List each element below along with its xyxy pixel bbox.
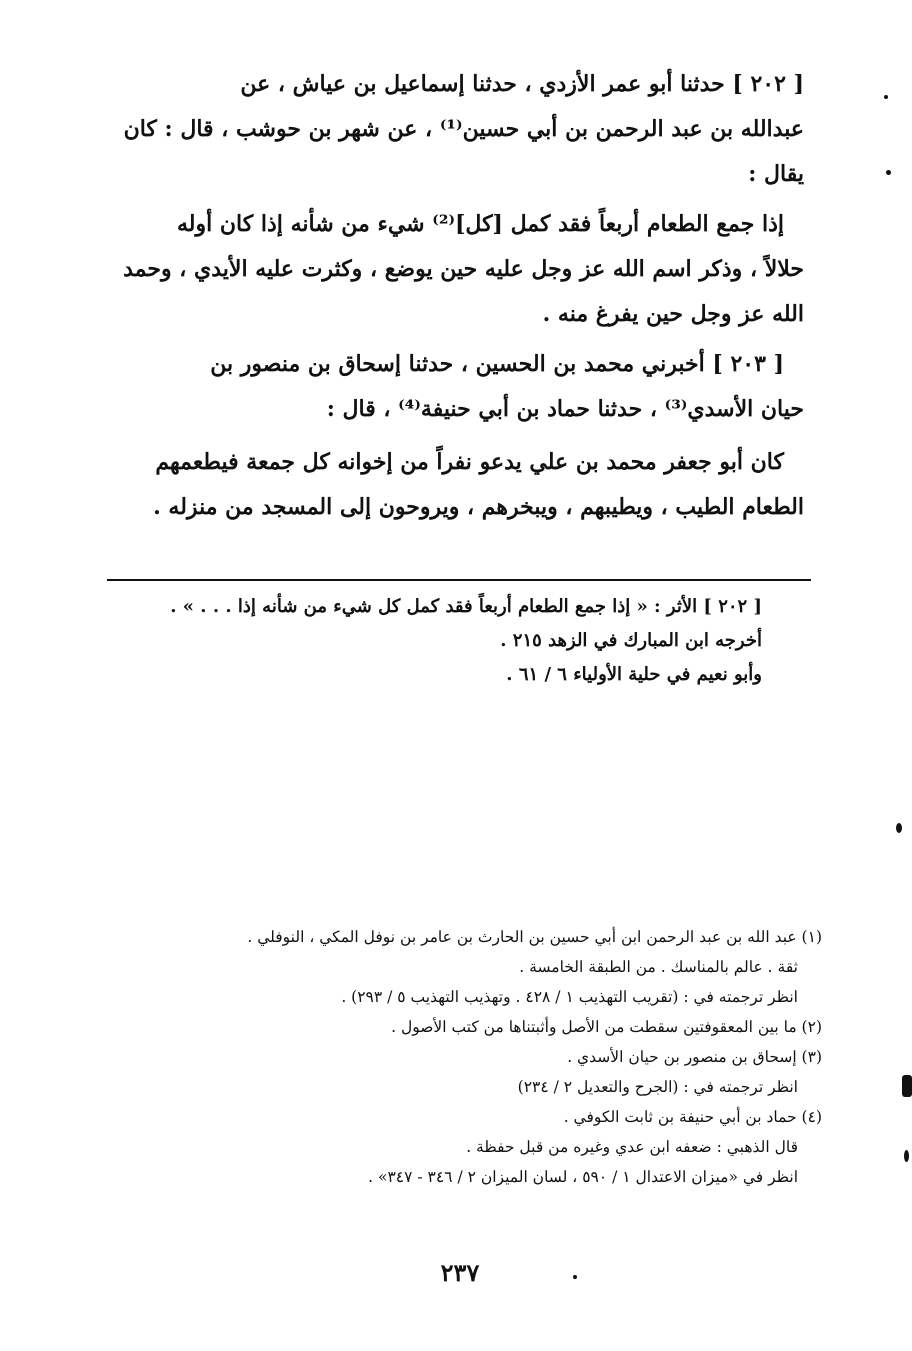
text-202 [104,202,804,337]
footnote-line: (٤) حماد بن أبي حنيفة بن ثابت الكوفي . [563,1108,822,1126]
footnote-line: قال الذهبي : ضعفه ابن عدي وغيره من قبل حفظة . [466,1138,798,1156]
text-line: حلالاً ، وذكر اسم الله عز وجل عليه حين يوضع ، وكثرت عليه الأيدي ، وحمد [123,256,804,282]
text-line: حيان الأسدي⁽³⁾ ، حدثنا حماد بن أبي حنيفة⁽⁴⁾ ، قال : [326,396,804,422]
footnote-line: (٢) ما بين المعقوفتين سقطت من الأصل وأثبتناها من كتب الأصول . [391,1018,822,1036]
text-line: يقال : [748,161,804,187]
text-line: كان أبو جعفر محمد بن علي يدعو نفراً من إخوانه كل جمعة فيطعمهم [155,449,784,475]
footnote-line: انظر ترجمته في : (الجرح والتعديل ٢ / ٢٣٤) [517,1078,798,1096]
footnote-line: (١) عبد الله بن عبد الرحمن ابن أبي حسين بن الحارث بن عامر بن نوفل المكي ، النوفلي . [247,928,822,946]
text-line: الله عز وجل حين يفرغ منه . [542,301,804,327]
text-line: [ ٢٠٢ ] حدثنا أبو عمر الأزدي ، حدثنا إسماعيل بن عياش ، عن [240,71,804,97]
scan-speck [886,170,891,175]
footnote-divider [107,579,811,581]
footnote-line: (٣) إسحاق بن منصور بن حيان الأسدي . [567,1048,822,1066]
scan-speck [902,1075,912,1097]
note-line: أخرجه ابن المبارك في الزهد ٢١٥ . [500,630,762,651]
text-line: إذا جمع الطعام أربعاً فقد كمل [كل]⁽²⁾ شيء من شأنه إذا كان أوله [177,211,784,237]
page-number: ٢٣٧ [440,1258,480,1287]
footnote-line: انظر ترجمته في : (تقريب التهذيب ١ / ٤٢٨ . وتهذيب التهذيب ٥ / ٢٩٣) . [341,988,798,1006]
note-line: وأبو نعيم في حلية الأولياء ٦ / ٦١ . [506,664,762,685]
narration-202 [104,62,804,197]
scan-speck [896,823,902,833]
text-line: [ ٢٠٣ ] أخبرني محمد بن الحسين ، حدثنا إسحاق بن منصور بن [210,351,784,377]
footnote-line: انظر في «ميزان الاعتدال ١ / ٥٩٠ ، لسان الميزان ٢ / ٣٤٦ - ٣٤٧» . [368,1168,798,1186]
narration-203 [104,342,804,432]
text-203 [104,440,804,530]
footnotes [182,922,822,1192]
note-line: [ ٢٠٢ ] الأثر : « إذا جمع الطعام أربعاً فقد كمل كل شيء من شأنه إذا . . . » . [170,596,762,617]
scan-speck [573,1275,577,1279]
text-line: الطعام الطيب ، ويطيبهم ، ويبخرهم ، ويروحون إلى المسجد من منزله . [153,494,804,520]
athar-note [102,590,762,692]
scan-speck [904,1150,909,1162]
footnote-line: ثقة . عالم بالمناسك . من الطبقة الخامسة . [519,958,798,976]
scan-speck [884,95,888,99]
text-line: عبدالله بن عبد الرحمن بن أبي حسين⁽¹⁾ ، عن شهر بن حوشب ، قال : كان [123,116,804,142]
